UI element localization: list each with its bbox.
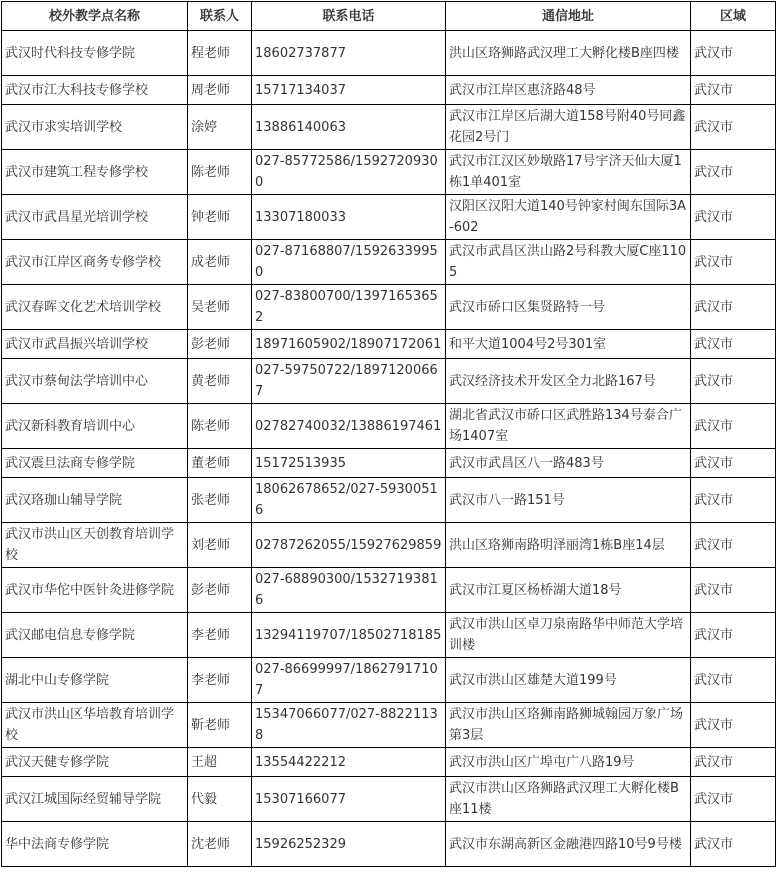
table-row [2, 31, 776, 76]
cell-address: 武汉市硚口区集贤路特一号 [446, 285, 691, 330]
table-header [2, 2, 776, 31]
cell-region: 武汉市 [691, 31, 776, 76]
cell-address: 武汉市洪山区珞狮南路狮城翰园万象广场第3层 [446, 703, 691, 748]
table-row [2, 449, 776, 478]
cell-contact: 张老师 [188, 478, 252, 523]
cell-address: 武汉市东湖高新区金融港四路10号9号楼 [446, 822, 691, 867]
table-row [2, 76, 776, 105]
cell-region: 武汉市 [691, 404, 776, 449]
cell-contact: 代毅 [188, 777, 252, 822]
cell-phone: 02787262055/15927629859 [252, 523, 446, 568]
cell-contact: 黄老师 [188, 359, 252, 404]
cell-region: 武汉市 [691, 449, 776, 478]
table-row [2, 404, 776, 449]
table-row [2, 777, 776, 822]
cell-contact: 程老师 [188, 31, 252, 76]
cell-site-name: 武汉市江大科技专修学校 [2, 76, 188, 105]
cell-site-name: 武汉邮电信息专修学院 [2, 613, 188, 658]
cell-region: 武汉市 [691, 359, 776, 404]
header-region: 区域 [691, 2, 776, 31]
cell-phone: 18971605902/18907172061 [252, 330, 446, 359]
cell-contact: 吴老师 [188, 285, 252, 330]
table-row [2, 478, 776, 523]
cell-address: 武汉市江岸区后湖大道158号附40号同鑫花园2号门 [446, 105, 691, 150]
cell-site-name: 武汉市建筑工程专修学校 [2, 150, 188, 195]
cell-phone: 027-85772586/15927209300 [252, 150, 446, 195]
cell-contact: 靳老师 [188, 703, 252, 748]
cell-address: 武汉市八一路151号 [446, 478, 691, 523]
cell-phone: 15172513935 [252, 449, 446, 478]
cell-site-name: 武汉市洪山区华培教育培训学校 [2, 703, 188, 748]
cell-address: 武汉市江汉区妙墩路17号宇济天仙大厦1栋1单401室 [446, 150, 691, 195]
cell-address: 洪山区珞狮南路明泽丽湾1栋B座14层 [446, 523, 691, 568]
cell-contact: 沈老师 [188, 822, 252, 867]
cell-site-name: 武汉市蔡甸法学培训中心 [2, 359, 188, 404]
cell-phone: 13307180033 [252, 195, 446, 240]
cell-address: 洪山区珞狮路武汉理工大孵化楼B座四楼 [446, 31, 691, 76]
table-row [2, 703, 776, 748]
cell-site-name: 武汉新科教育培训中心 [2, 404, 188, 449]
table-row [2, 822, 776, 867]
cell-site-name: 武汉震旦法商专修学院 [2, 449, 188, 478]
cell-site-name: 武汉江城国际经贸辅导学院 [2, 777, 188, 822]
cell-phone: 18062678652/027-59300516 [252, 478, 446, 523]
cell-site-name: 武汉天健专修学院 [2, 748, 188, 777]
cell-phone: 15307166077 [252, 777, 446, 822]
cell-region: 武汉市 [691, 330, 776, 359]
table-row [2, 613, 776, 658]
teaching-sites-table [1, 1, 776, 867]
cell-region: 武汉市 [691, 613, 776, 658]
cell-address: 武汉经济技术开发区全力北路167号 [446, 359, 691, 404]
cell-address: 武汉市洪山区卓刀泉南路华中师范大学培训楼 [446, 613, 691, 658]
header-address: 通信地址 [446, 2, 691, 31]
cell-region: 武汉市 [691, 822, 776, 867]
table-row [2, 748, 776, 777]
header-site-name: 校外教学点名称 [2, 2, 188, 31]
cell-contact: 李老师 [188, 613, 252, 658]
cell-contact: 成老师 [188, 240, 252, 285]
cell-contact: 刘老师 [188, 523, 252, 568]
cell-address: 武汉市江夏区杨桥湖大道18号 [446, 568, 691, 613]
cell-region: 武汉市 [691, 568, 776, 613]
table-row [2, 359, 776, 404]
cell-region: 武汉市 [691, 105, 776, 150]
cell-site-name: 武汉市江岸区商务专修学校 [2, 240, 188, 285]
cell-site-name: 武汉市武昌星光培训学校 [2, 195, 188, 240]
cell-address: 武汉市武昌区洪山路2号科教大厦C座1105 [446, 240, 691, 285]
cell-region: 武汉市 [691, 478, 776, 523]
table-row [2, 240, 776, 285]
cell-site-name: 湖北中山专修学院 [2, 658, 188, 703]
cell-contact: 董老师 [188, 449, 252, 478]
cell-site-name: 武汉时代科技专修学院 [2, 31, 188, 76]
cell-region: 武汉市 [691, 285, 776, 330]
cell-contact: 陈老师 [188, 404, 252, 449]
cell-address: 武汉市武昌区八一路483号 [446, 449, 691, 478]
cell-site-name: 武汉市洪山区天创教育培训学校 [2, 523, 188, 568]
cell-region: 武汉市 [691, 703, 776, 748]
cell-address: 汉阳区汉阳大道140号钟家村闽东国际3A-602 [446, 195, 691, 240]
cell-phone: 027-59750722/18971200667 [252, 359, 446, 404]
table-row [2, 568, 776, 613]
cell-address: 武汉市洪山区雄楚大道199号 [446, 658, 691, 703]
cell-address: 武汉市洪山区广埠屯广八路19号 [446, 748, 691, 777]
header-phone: 联系电话 [252, 2, 446, 31]
cell-contact: 周老师 [188, 76, 252, 105]
header-contact: 联系人 [188, 2, 252, 31]
cell-phone: 13554422212 [252, 748, 446, 777]
table-row [2, 658, 776, 703]
cell-phone: 18602737877 [252, 31, 446, 76]
table-row [2, 523, 776, 568]
cell-address: 和平大道1004号2号301室 [446, 330, 691, 359]
cell-phone: 13886140063 [252, 105, 446, 150]
table-row [2, 285, 776, 330]
cell-region: 武汉市 [691, 240, 776, 285]
cell-phone: 027-83800700/13971653652 [252, 285, 446, 330]
cell-region: 武汉市 [691, 658, 776, 703]
cell-contact: 彭老师 [188, 568, 252, 613]
table-row [2, 195, 776, 240]
cell-address: 武汉市洪山区珞狮路武汉理工大孵化楼B座11楼 [446, 777, 691, 822]
cell-site-name: 武汉市武昌振兴培训学校 [2, 330, 188, 359]
cell-address: 湖北省武汉市硚口区武胜路134号泰合广场1407室 [446, 404, 691, 449]
cell-phone: 027-68890300/15327193816 [252, 568, 446, 613]
cell-site-name: 武汉珞珈山辅导学院 [2, 478, 188, 523]
cell-region: 武汉市 [691, 748, 776, 777]
table-row [2, 330, 776, 359]
cell-contact: 涂婷 [188, 105, 252, 150]
header-row [2, 2, 776, 31]
table-row [2, 150, 776, 195]
cell-region: 武汉市 [691, 76, 776, 105]
cell-region: 武汉市 [691, 523, 776, 568]
cell-site-name: 武汉市华佗中医针灸进修学院 [2, 568, 188, 613]
cell-region: 武汉市 [691, 195, 776, 240]
cell-site-name: 武汉市求实培训学校 [2, 105, 188, 150]
cell-phone: 027-87168807/15926339950 [252, 240, 446, 285]
cell-phone: 02782740032/13886197461 [252, 404, 446, 449]
cell-phone: 027-86699997/18627917107 [252, 658, 446, 703]
cell-site-name: 华中法商专修学院 [2, 822, 188, 867]
cell-contact: 钟老师 [188, 195, 252, 240]
cell-phone: 15926252329 [252, 822, 446, 867]
cell-phone: 13294119707/18502718185 [252, 613, 446, 658]
table-body [2, 31, 776, 867]
cell-region: 武汉市 [691, 777, 776, 822]
cell-region: 武汉市 [691, 150, 776, 195]
cell-phone: 15717134037 [252, 76, 446, 105]
cell-contact: 王超 [188, 748, 252, 777]
cell-site-name: 武汉春晖文化艺术培训学校 [2, 285, 188, 330]
table-row [2, 105, 776, 150]
cell-contact: 彭老师 [188, 330, 252, 359]
cell-contact: 李老师 [188, 658, 252, 703]
cell-address: 武汉市江岸区惠济路48号 [446, 76, 691, 105]
cell-contact: 陈老师 [188, 150, 252, 195]
cell-phone: 15347066077/027-88221138 [252, 703, 446, 748]
